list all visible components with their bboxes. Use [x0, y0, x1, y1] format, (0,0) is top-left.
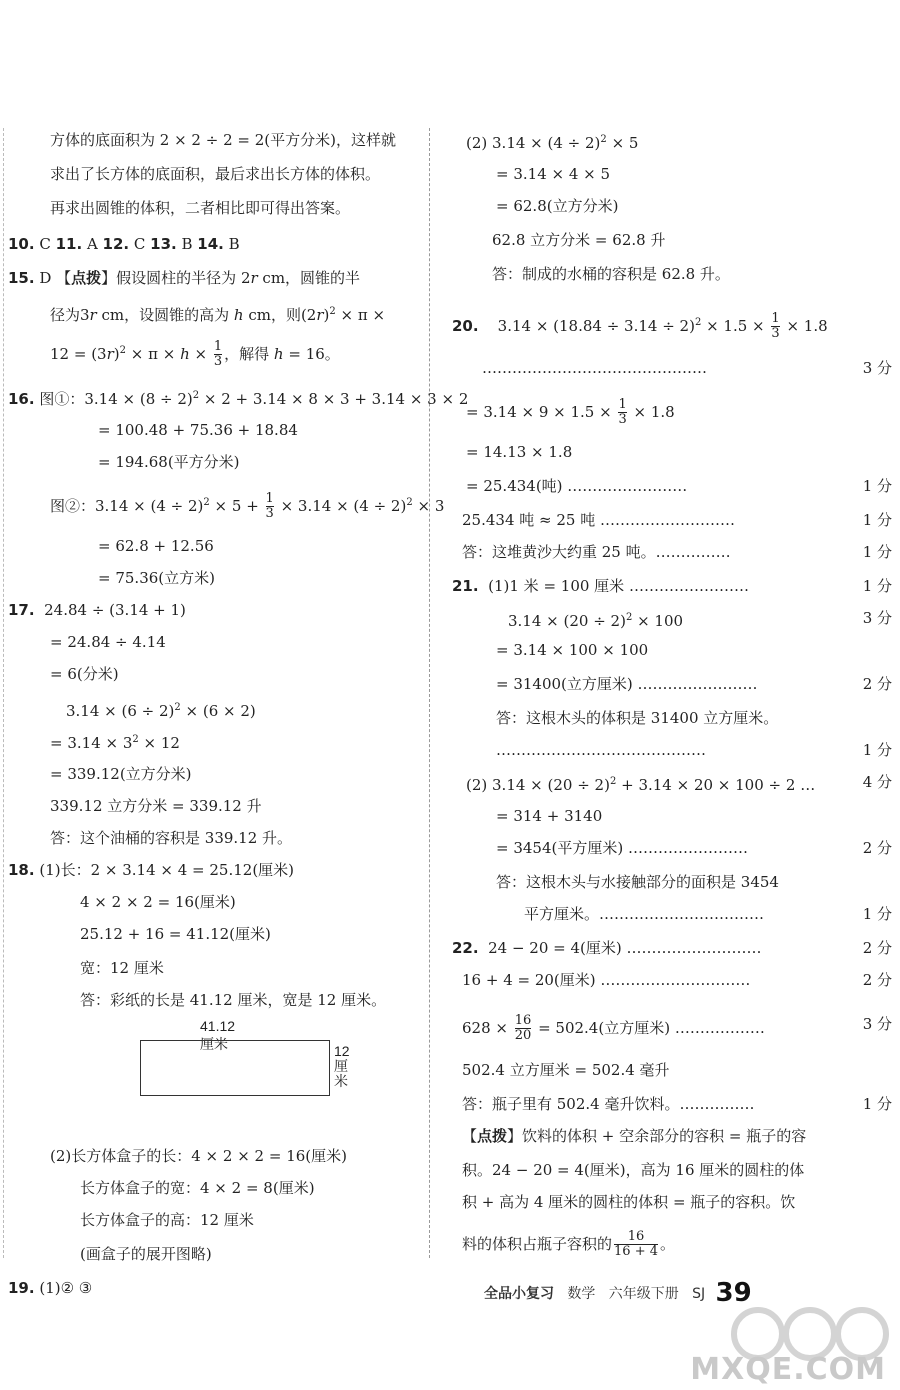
line-text: 积 + 高为 4 厘米的圆柱的体积 = 瓶子的容积。饮 — [462, 1193, 796, 1211]
diagram-rectangle — [140, 1040, 330, 1096]
score-points: 4 分 — [862, 773, 892, 791]
left-line — [8, 1244, 413, 1264]
line-text: 宽：12 厘米 — [80, 959, 164, 977]
line-text: = $3.14 \times 3^2 \times 12$ — [50, 734, 180, 752]
left-line — [8, 340, 413, 369]
line-text: 16. 图①：$3.14 \times (8 \div 2)^2 \times 2 + 3.14 \times 8 \times 3 + 3.14 \times 3 \times 2$ — [8, 390, 469, 408]
page-number: 39 — [715, 1278, 752, 1308]
line-text: 方体的底面积为 2 × 2 ÷ 2 = 2(平方分米)，这样就 — [50, 131, 396, 149]
score-points: 3 分 — [862, 1015, 892, 1033]
score-points: 2 分 — [862, 939, 892, 957]
right-line — [452, 542, 892, 562]
right-line — [452, 312, 892, 341]
footer-subject: 数学 — [567, 1286, 596, 1302]
line-text: 17. 24.84 ÷ (3.14 + 1) — [8, 601, 186, 619]
left-line — [8, 268, 413, 288]
left-line — [8, 568, 413, 588]
footer-grade: 六年级下册 — [608, 1286, 679, 1302]
right-line — [452, 772, 892, 795]
left-line — [8, 632, 413, 652]
diagram-width-label: 12厘米 — [334, 1043, 350, 1089]
left-line — [8, 698, 413, 721]
line-text: 答：这根木头的体积是 31400 立方厘米。 — [496, 709, 779, 727]
line-text: 图②：$3.14 \times (4 \div 2)^2 \times 5$ + $\frac{1}{3}$ × $3.14 \times (4 \div 2)^2 \times 3$ — [50, 491, 445, 521]
line-text: 502.4 立方厘米 = 502.4 毫升 — [462, 1061, 670, 1079]
right-line — [452, 608, 892, 631]
right-line — [452, 740, 892, 760]
line-text: 答：制成的水桶的容积是 62.8 升。 — [492, 265, 730, 283]
line-text: (2)长方体盒子的长：4 × 2 × 2 = 16(厘米) — [50, 1147, 347, 1165]
right-line — [452, 674, 892, 694]
right-line — [452, 1192, 892, 1212]
line-text: 21. (1)1 米 = 100 厘米 …………………… — [452, 577, 749, 595]
line-text: 答：这个油桶的容积是 339.12 升。 — [50, 829, 293, 847]
line-text: 22. 24 − 20 = 4(厘米) ……………………… — [452, 939, 762, 957]
line-text: $3.14 \times (20 \div 2)^2 \times 100$ — [508, 612, 684, 630]
line-text: 18. (1)长：2 × 3.14 × 4 = 25.12(厘米) — [8, 861, 295, 879]
line-text: = 194.68(平方分米) — [98, 453, 240, 471]
left-line — [8, 828, 413, 848]
left-line — [8, 664, 413, 684]
left-line — [8, 1146, 413, 1166]
right-line — [452, 640, 892, 660]
right-line — [452, 476, 892, 496]
line-text: 再求出圆锥的体积，二者相比即可得出答案。 — [50, 199, 351, 217]
score-points: 2 分 — [862, 675, 892, 693]
line-text: 25.434 吨 ≈ 25 吨 ……………………… — [462, 511, 735, 529]
right-line — [452, 576, 892, 596]
right-line — [452, 1126, 892, 1146]
line-text: (2) $3.14 \times (4 \div 2)^2 \times 5$ — [466, 134, 639, 152]
line-text: = 14.13 × 1.8 — [466, 443, 573, 461]
right-line — [452, 1094, 892, 1114]
line-text: 4 × 2 × 2 = 16(厘米) — [80, 893, 236, 911]
right-line — [452, 510, 892, 530]
line-text: = 3454(平方厘米) …………………… — [496, 839, 748, 857]
line-text: 长方体盒子的高：12 厘米 — [80, 1211, 254, 1229]
score-points: 3 分 — [862, 609, 892, 627]
left-line — [8, 130, 413, 150]
right-line — [452, 904, 892, 924]
line-text: 答：瓶子里有 502.4 毫升饮料。…………… — [462, 1095, 755, 1113]
right-line — [452, 970, 892, 990]
left-line — [8, 452, 413, 472]
score-points: 2 分 — [862, 971, 892, 989]
right-line — [452, 838, 892, 858]
left-line — [8, 796, 413, 816]
footer-edition: SJ — [692, 1286, 706, 1302]
line-text: 答：彩纸的长是 41.12 厘米，宽是 12 厘米。 — [80, 991, 387, 1009]
line-text: 平方厘米。…………………………… — [524, 905, 765, 923]
line-text: = 339.12(立方分米) — [50, 765, 192, 783]
line-text: 径为3r cm，设圆锥的高为 h cm，则$(2r)^2 \times \pi$ × — [50, 306, 386, 324]
score-points: 2 分 — [862, 839, 892, 857]
score-points: 1 分 — [862, 543, 892, 561]
left-line — [8, 234, 413, 254]
line-text: = 314 + 3140 — [496, 807, 603, 825]
score-points: 1 分 — [862, 577, 892, 595]
line-text: $12 = (3r)^2 \times \pi \times h$ × $\frac{1}{3}$ ，解得 h = 16。 — [50, 339, 340, 369]
line-text: 答：这根木头与水接触部分的面积是 3454 — [496, 873, 779, 891]
line-text: 16 + 4 = 20(厘米) ………………………… — [462, 971, 751, 989]
left-line — [8, 958, 413, 978]
left-line — [8, 730, 413, 753]
line-text: = 100.48 + 75.36 + 18.84 — [98, 421, 298, 439]
line-text: …………………………………… — [496, 741, 706, 759]
right-line — [452, 264, 892, 284]
left-margin-line — [3, 128, 4, 1258]
score-points: 1 分 — [862, 905, 892, 923]
left-line — [8, 420, 413, 440]
left-line — [8, 164, 413, 184]
right-line — [452, 872, 892, 892]
left-line — [8, 1178, 413, 1198]
right-line — [452, 358, 892, 378]
watermark-text: MXQE.COM — [690, 1352, 886, 1387]
line-text: 15. D 【点拨】假设圆柱的半径为 2r cm，圆锥的半 — [8, 269, 361, 287]
line-text: = 62.8(立方分米) — [496, 197, 619, 215]
left-line — [8, 860, 413, 880]
right-line — [452, 938, 892, 958]
line-text: 10. C 11. A 12. C 13. B 14. B — [8, 235, 240, 253]
right-line — [452, 398, 892, 427]
line-text: = 75.36(立方米) — [98, 569, 215, 587]
line-text: = 3.14 × 4 × 5 — [496, 165, 611, 183]
right-line — [452, 1060, 892, 1080]
left-line — [8, 1278, 413, 1298]
left-line — [8, 198, 413, 218]
right-line — [452, 442, 892, 462]
line-text: 62.8 立方分米 = 62.8 升 — [492, 231, 666, 249]
left-line — [8, 302, 413, 325]
line-text: 长方体盒子的宽：4 × 2 = 8(厘米) — [80, 1179, 315, 1197]
diagram-length-label: 41.12厘米 — [200, 1018, 236, 1052]
left-line — [8, 1210, 413, 1230]
column-divider — [429, 128, 430, 1258]
right-line — [452, 1160, 892, 1180]
line-text: 19. (1)② ③ — [8, 1279, 93, 1297]
left-line — [8, 600, 413, 620]
line-text: = 31400(立方厘米) …………………… — [496, 675, 758, 693]
line-text: 答：这堆黄沙大约重 25 吨。…………… — [462, 543, 731, 561]
right-line — [452, 130, 892, 153]
line-text: 积。24 − 20 = 4(厘米)，高为 16 厘米的圆柱的体 — [462, 1161, 805, 1179]
score-points: 3 分 — [862, 359, 892, 377]
left-line — [8, 491, 445, 521]
line-text: 求出了长方体的底面积，最后求出长方体的体积。 — [50, 165, 381, 183]
left-line — [8, 764, 413, 784]
left-line — [8, 892, 413, 912]
left-line — [8, 536, 413, 556]
line-text: 25.12 + 16 = 41.12(厘米) — [80, 925, 271, 943]
score-points: 1 分 — [862, 477, 892, 495]
line-text: 339.12 立方分米 = 339.12 升 — [50, 797, 262, 815]
line-text: = 24.84 ÷ 4.14 — [50, 633, 166, 651]
line-text: = 6(分米) — [50, 665, 119, 683]
line-text: = 3.14 × 9 × 1.5 × $\frac{1}{3}$ × 1.8 — [466, 397, 675, 427]
right-line — [452, 164, 892, 184]
score-points: 1 分 — [862, 511, 892, 529]
line-text: = 62.8 + 12.56 — [98, 537, 214, 555]
left-line — [8, 990, 413, 1010]
right-line — [452, 708, 892, 728]
right-line — [452, 1014, 892, 1043]
left-line — [8, 924, 413, 944]
right-line — [452, 1230, 892, 1259]
line-text: (2) $3.14 \times (20 \div 2)^2 + 3.14 \times 20 \times 100 \div 2$ … — [466, 776, 816, 794]
line-text: $3.14 \times (6 \div 2)^2 \times (6 \times 2)$ — [66, 702, 256, 720]
right-line — [452, 196, 892, 216]
line-text: ……………………………………… — [482, 359, 707, 377]
footer-brand: 全品小复习 — [484, 1286, 554, 1302]
page-footer — [484, 1278, 752, 1308]
line-text: = 25.434(吨) …………………… — [466, 477, 688, 495]
right-line — [452, 806, 892, 826]
line-text: 【点拨】饮料的体积 + 空余部分的容积 = 瓶子的容 — [462, 1127, 807, 1145]
line-text: (画盒子的展开图略) — [80, 1245, 212, 1263]
line-text: 料的体积占瓶子容积的 $\frac{16}{16 + 4}$ 。 — [462, 1229, 676, 1259]
left-line — [8, 386, 469, 409]
line-text: 628 × $\frac{16}{20}$ = 502.4(立方厘米) ……………… — [462, 1013, 765, 1043]
right-line — [452, 230, 892, 250]
line-text: = 3.14 × 100 × 100 — [496, 641, 649, 659]
line-text: 20. $3.14 \times (18.84 \div 3.14 \div 2)^2 \times 1.5$ × $\frac{1}{3}$ × 1.8 — [452, 311, 828, 341]
score-points: 1 分 — [862, 741, 892, 759]
score-points: 1 分 — [862, 1095, 892, 1113]
